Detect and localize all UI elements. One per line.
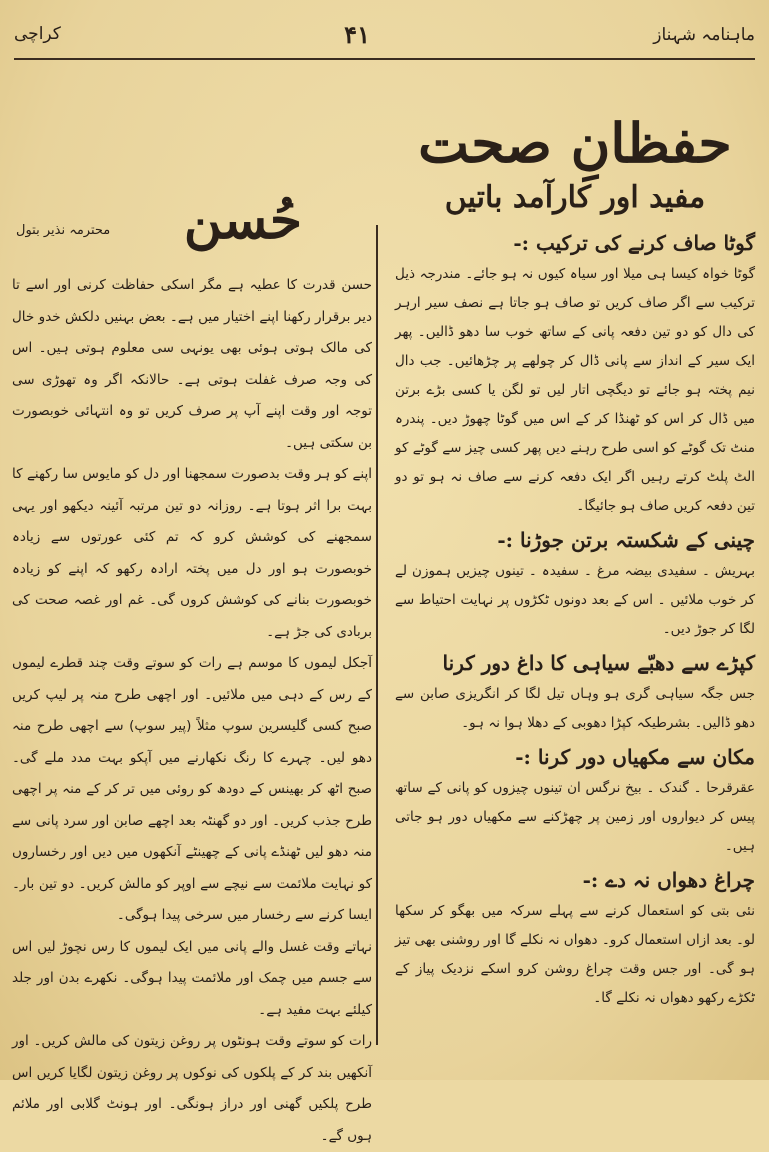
health-column (395, 70, 755, 1060)
section-heading: مکان سے مکھیاں دور کرنا :- (515, 745, 755, 769)
section-text: بہریش ۔ سفیدی بیضہ مرغ ۔ سفیدہ ۔ تینوں چیزیں ہموزن لے کر خوب ملائیں ۔ اس کے بعد دونوں ٹکڑوں پر نہایت احتیاط سے لگا کر جوڑ دیں۔ (395, 563, 755, 637)
section-gota (395, 228, 755, 521)
beauty-paragraph: اپنے کو ہر وقت بدصورت سمجھنا اور دل کو مایوس سا رکھنے کا بہت برا اثر ہوتا ہے۔ روزانہ دو تین مرتبہ آئینہ دیکھو اور یہی سمجھنے کی کوشش کرو کہ تم کئی عورتوں سے زیادہ خوبصورت ہو اور دل میں پختہ ارادہ رکھو کہ اپنے کو زیادہ خوبصورت بنانے کی کوشش کروں گی۔ غم اور غصہ صحت کی بربادی کی جڑ ہے۔ (12, 466, 372, 640)
beauty-column (12, 70, 372, 1144)
beauty-paragraph: حسن قدرت کا عطیہ ہے مگر اسکی حفاظت کرنی اور اسے تا دیر برقرار رکھنا اپنے اختیار میں ہے۔ بعض بہنیں دلکش خدو خال کی مالک ہوتی ہوئی بھی یونہی سی معلوم ہوتی ہیں۔ اس کی وجہ صرف غفلت ہوتی ہے۔ حالانکہ اگر وہ تھوڑی سی توجہ اور وقت اپنے آپ پر صرف کریں تو وہ انتہائی خوبصورت بن سکتی ہیں۔ (12, 277, 372, 451)
section-lamp (395, 865, 755, 1013)
section-text: عقرقرحا ۔ گندک ۔ بیخ نرگس ان تینوں چیزوں کو پانی کے ساتھ پیس کر دیواروں اور زمین پر چھڑکنے سے مکھیاں دور ہو جاتی ہیں۔ (395, 780, 755, 854)
section-text: نئی بتی کو استعمال کرنے سے پہلے سرکہ میں بھگو کر سکھا لو۔ بعد ازاں استعمال کرو۔ دھواں نہ نکلے گا اور روشنی بھی تیز ہو گی۔ اور جس وقت چراغ روشن کرو اسکے نزدیک پیاز کے ٹکڑے رکھو دھواں نہ نکلے گا۔ (394, 903, 755, 1006)
section-text: گوٹا خواہ کیسا ہی میلا اور سیاہ کیوں نہ ہو جائے۔ مندرجہ ذیل ترکیب سے اگر صاف کریں تو صاف ہو جاتا ہے نصف سیر ارہر کی دال کو دو تین دفعہ پانی کے ساتھ خوب سا دھو ڈالیں۔ پھر ایک سیر کے انداز سے پانی ڈال کر چولھے پر چڑھائیں۔ جب دال نیم پختہ ہو جائے تو دیگچی اتار لیں تو لگن یا کسی بڑے برتن میں ڈال کر اس کو ٹھنڈا کر کے اس میں گوٹا چھوڑ دیں۔ پندرہ منٹ تک گوٹے کو اسی طرح رہنے دیں پھر کسی چیز سے گوٹے کو الٹ پلٹ کرتے رہیں اگر ایک دفعہ کرنے سے صاف نہ ہو تو دو تین دفعہ کریں صاف ہو جائیگا۔ (395, 266, 755, 514)
section-heading: چراغ دھواں نہ دے :- (582, 868, 755, 892)
beauty-paragraph: نہاتے وقت غسل والے پانی میں ایک لیموں کا رس نچوڑ لیں اس سے جسم میں چمک اور ملائمت پیدا ہوگی۔ نکھرے بدن اور جلد کیلئے بہت مفید ہے۔ (12, 938, 372, 1018)
section-china (395, 525, 755, 644)
article-subtitle-health: مفید اور کارآمد باتیں (444, 180, 706, 215)
article-title-beauty: حُسن (183, 189, 302, 251)
city-name: کراچی (14, 24, 61, 44)
beauty-paragraph: رات کو سوتے وقت ہونٹوں پر روغن زیتون کی مالش کریں۔ اور آنکھیں بند کر کے پلکوں کی نوکوں پر روغن زیتون لگایا کریں اس طرح پلکیں گھنی اور دراز ہونگی۔ اور ہونٹ گلابی اور ملائم ہوں گے۔ (12, 1033, 372, 1144)
beauty-paragraph: آجکل لیموں کا موسم ہے رات کو سوتے وقت چند قطرے لیموں کے رس کے دہی میں ملائیں۔ اور اچھی طرح منہ پر لیپ کریں صبح کسی گلیسرین سوپ مثلاً (پیر سوپ) سے اچھی طرح منہ دھو لیں۔ چہرے کا رنگ نکھارنے میں آپکو بہت مدد ملے گی۔ صبح اٹھ کر بھینس کے دودھ کو روئی میں تر کر کے منہ پر اچھی طرح جذب کریں۔ اور دو گھنٹہ بعد اچھے صابن اور سرد پانی سے منہ دھو لیں ٹھنڈے پانی کے چھینٹے آنکھوں میں دیں اور رخساروں کو نہایت ملائمت سے نیچے سے اوپر کو مالش کریں۔ دو تین بار۔ ایسا کرنے سے رخسار میں سرخی پیدا ہوگی۔ (12, 655, 372, 923)
section-ink-stain (395, 648, 755, 738)
section-heading: کپڑے سے دھبّے سیاہی کا داغ دور کرنا (442, 651, 755, 675)
column-divider (376, 225, 378, 1045)
beauty-title-row (12, 170, 372, 270)
page-number: ۴۱ (344, 19, 370, 49)
article-title-health: حفظانِ صحت (418, 111, 732, 175)
section-flies (395, 742, 755, 861)
page-header (14, 10, 755, 60)
section-heading: گوٹا صاف کرنے کی ترکیب :- (513, 231, 755, 255)
magazine-name: ماہنامہ شہناز (653, 24, 755, 45)
section-text: جس جگہ سیاہی گری ہو وہاں تیل لگا کر انگریزی صابن سے دھو ڈالیں۔ بشرطیکہ کپڑا دھوبی کے دھلا ہوا نہ ہو۔ (395, 686, 755, 731)
author-name: محترمہ نذیر بتول (16, 222, 111, 238)
section-heading: چینی کے شکستہ برتن جوڑنا :- (497, 528, 755, 552)
